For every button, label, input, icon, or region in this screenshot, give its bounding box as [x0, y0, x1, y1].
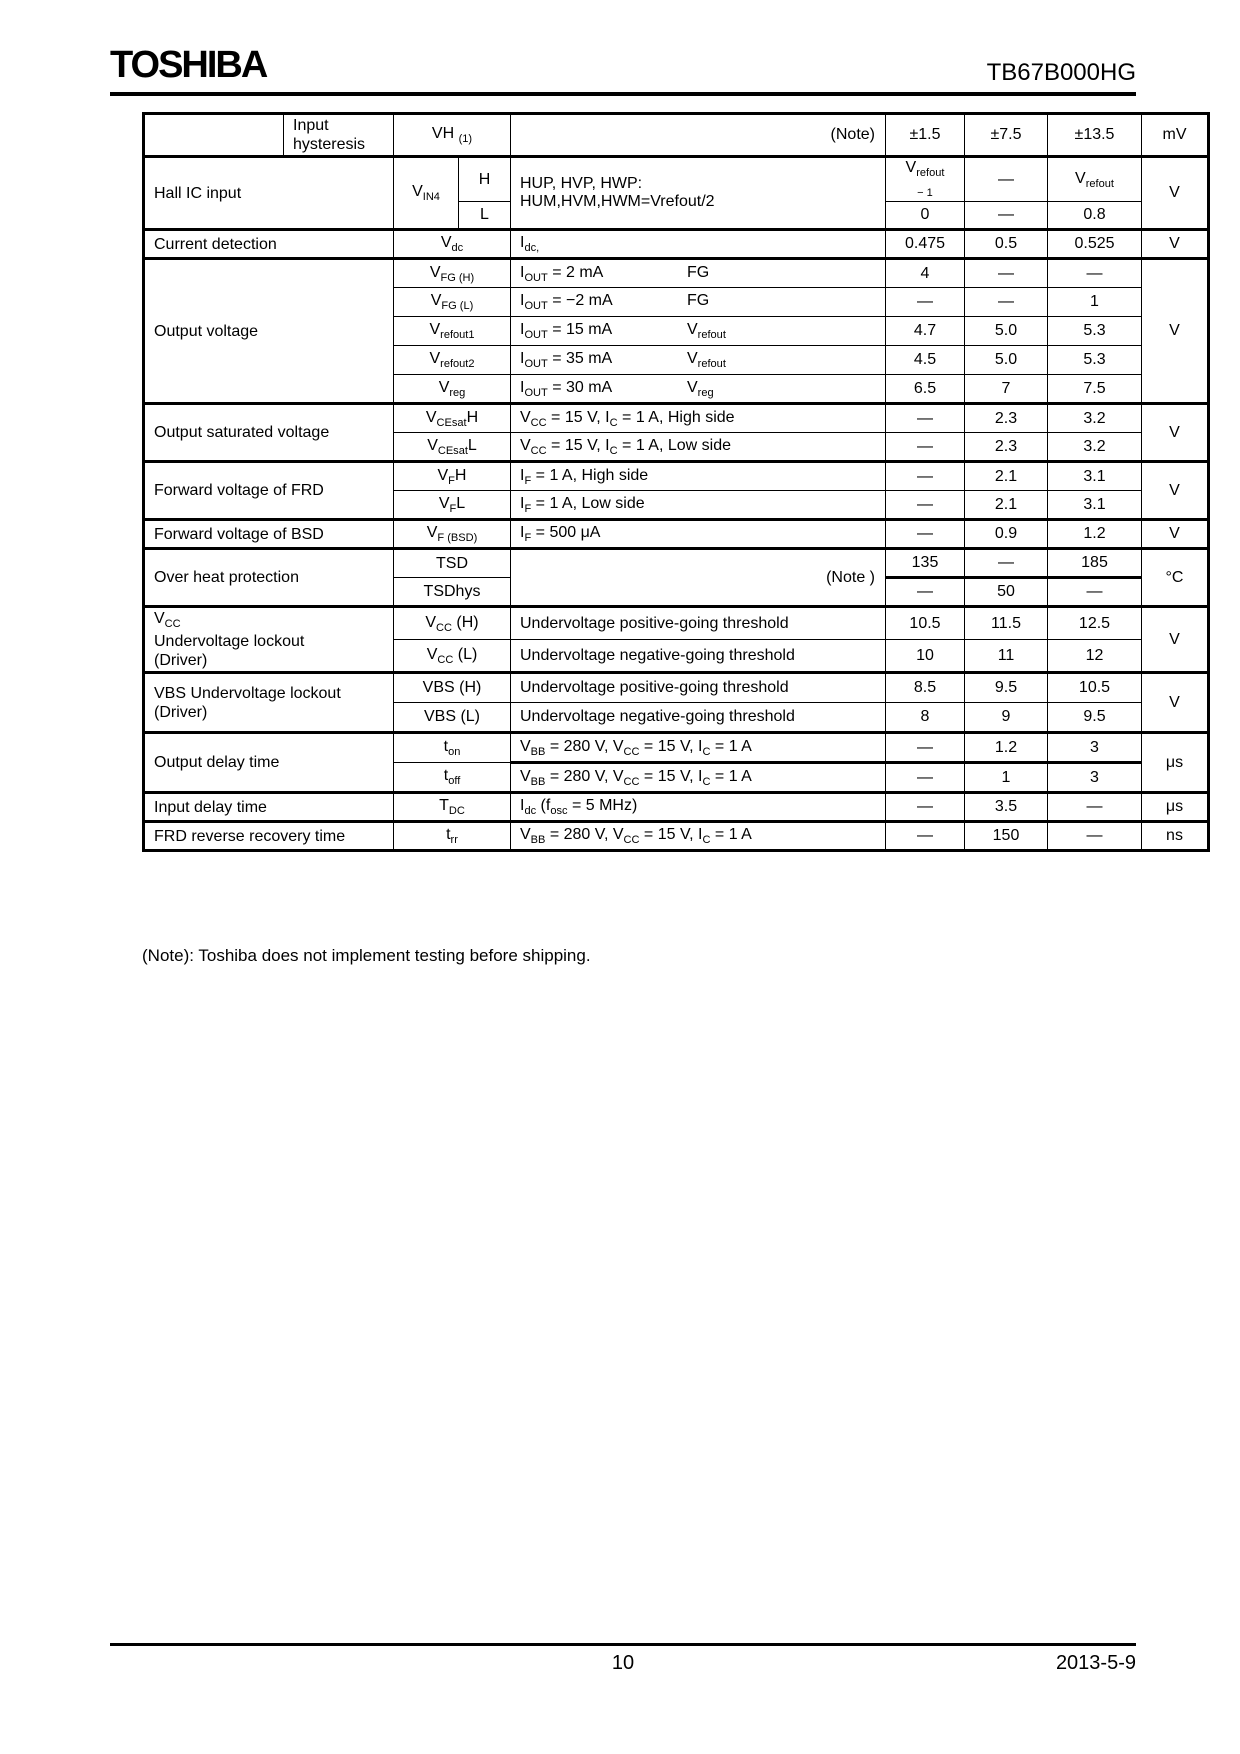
condition-text: $I_{OUT} = -2$ mA [520, 292, 613, 313]
symbol-cell: $V_{refout1}$ [394, 317, 511, 346]
item-cell: Input delay time [144, 793, 394, 822]
typ-cell: 3.5 [965, 793, 1048, 822]
unit-cell: μs [1142, 793, 1209, 822]
max-cell: 10.5 [1048, 673, 1142, 703]
min-cell: — [886, 520, 965, 549]
min-cell: 135 [886, 549, 965, 578]
typ-cell: 1.2 [965, 733, 1048, 763]
max-cell: 1 [1048, 288, 1142, 317]
condition-text-2: $V_{refout}$ [687, 321, 726, 342]
condition-text-2: $V_{reg}$ [687, 378, 714, 399]
max-cell: 3 [1048, 733, 1142, 763]
condition-text-2: HUM,HVM,HWM=Vrefout/2 [520, 193, 715, 211]
min-cell: 10 [886, 640, 965, 673]
typ-cell: 2.3 [965, 433, 1048, 462]
unit-cell: V [1142, 157, 1209, 230]
symbol-cell: $t_{off}$ [394, 763, 511, 793]
typ-cell: ±7.5 [965, 114, 1048, 157]
symbol-cell: TSD [394, 549, 511, 578]
max-cell: 0.8 [1048, 202, 1142, 230]
symbol-cell: $V_{IN4}$ [394, 157, 459, 230]
max-cell: 5.3 [1048, 317, 1142, 346]
typ-cell: 9.5 [965, 673, 1048, 703]
table-row [144, 822, 1209, 851]
characteristics-table [142, 112, 1210, 852]
typ-cell: 0.9 [965, 520, 1048, 549]
item-cell: Forward voltage of BSD [144, 520, 394, 549]
typ-cell: 50 [965, 578, 1048, 607]
unit-cell: V [1142, 404, 1209, 462]
min-cell: — [886, 462, 965, 491]
unit-cell: °C [1142, 549, 1209, 607]
max-cell: ±13.5 [1048, 114, 1142, 157]
item-cell: Over heat protection [144, 549, 394, 607]
min-cell: 4 [886, 259, 965, 288]
note-text: (Note): Toshiba does not implement testing before shipping. [142, 946, 591, 965]
note-label: (Note ) [826, 568, 875, 586]
symbol-cell: $T_{DC}$ [394, 793, 511, 822]
footer-date: 2013-5-9 [1055, 1652, 1136, 1674]
symbol-cell: $V_{CC}$ (L) [394, 640, 511, 673]
page-number: 10 [611, 1652, 635, 1674]
condition-text: $I_{OUT} = 35$ mA [520, 350, 613, 371]
condition-cell: $I_F = 1$ A, High side [511, 462, 886, 491]
condition-cell: $I_F = 500$ μA [511, 520, 886, 549]
max-cell: 3.2 [1048, 404, 1142, 433]
condition-cell [511, 346, 886, 375]
typ-cell: 9 [965, 703, 1048, 733]
symbol-cell: $V_{dc}$ [394, 230, 511, 259]
condition-cell: $V_{BB} = 280$ V, $V_{CC} = 15$ V, $I_C = 1$ A [511, 733, 886, 763]
typ-cell: 11.5 [965, 607, 1048, 640]
max-cell: 3.1 [1048, 462, 1142, 491]
part-number: TB67B000HG [986, 59, 1136, 86]
condition-cell: $V_{CC} = 15$ V, $I_C = 1$ A, Low side [511, 433, 886, 462]
page-footer [110, 1643, 1136, 1675]
min-cell: — [886, 763, 965, 793]
symbol-cell: $V_FH$ [394, 462, 511, 491]
symbol-sub-cell: L [459, 202, 511, 230]
condition-text: $I_{OUT} = 30$ mA [520, 378, 613, 399]
min-cell: — [886, 491, 965, 520]
condition-cell: $V_{BB} = 280$ V, $V_{CC} = 15$ V, $I_C = 1$ A [511, 763, 886, 793]
symbol-cell: $V_{refout2}$ [394, 346, 511, 375]
max-cell: 1.2 [1048, 520, 1142, 549]
min-cell: — [886, 404, 965, 433]
max-cell: 0.525 [1048, 230, 1142, 259]
typ-cell: 2.1 [965, 491, 1048, 520]
typ-cell: 150 [965, 822, 1048, 851]
unit-cell: mV [1142, 114, 1209, 157]
min-cell: 4.7 [886, 317, 965, 346]
min-cell: — [886, 288, 965, 317]
table-row [144, 114, 1209, 157]
max-cell: 9.5 [1048, 703, 1142, 733]
condition-cell: Undervoltage positive-going threshold [511, 673, 886, 703]
symbol-cell: $V_{FG (L)}$ [394, 288, 511, 317]
max-cell: 3.1 [1048, 491, 1142, 520]
min-cell: 0.475 [886, 230, 965, 259]
item-cell: Output saturated voltage [144, 404, 394, 462]
unit-cell: V [1142, 673, 1209, 733]
min-cell: 8.5 [886, 673, 965, 703]
table-row [144, 673, 1209, 703]
symbol-cell: $V_{CEsat}H$ [394, 404, 511, 433]
min-cell: $V_{refout}$ $_{- 1}$ [886, 157, 965, 202]
table-row [144, 607, 1209, 640]
max-cell: 3.2 [1048, 433, 1142, 462]
symbol-cell: $V_{reg}$ [394, 375, 511, 404]
condition-cell [511, 114, 886, 157]
unit-cell: V [1142, 259, 1209, 404]
item-cell: $V_{CC}$ Undervoltage lockout (Driver) [144, 607, 394, 673]
condition-cell [511, 375, 886, 404]
max-cell: — [1048, 259, 1142, 288]
symbol-cell: VH $_{(1)}$ [394, 114, 511, 157]
min-cell: ±1.5 [886, 114, 965, 157]
item-cell: FRD reverse recovery time [144, 822, 394, 851]
max-cell: $V_{refout}$ [1048, 157, 1142, 202]
typ-cell: 5.0 [965, 317, 1048, 346]
min-cell: — [886, 793, 965, 822]
min-cell: — [886, 578, 965, 607]
condition-text: $I_{OUT} = 15$ mA [520, 321, 613, 342]
max-cell: 12.5 [1048, 607, 1142, 640]
table-row [144, 157, 1209, 202]
item-cell: Output voltage [144, 259, 394, 404]
symbol-cell: TSDhys [394, 578, 511, 607]
note-label: (Note) [830, 126, 875, 144]
typ-cell: — [965, 202, 1048, 230]
symbol-cell: VBS (L) [394, 703, 511, 733]
table-row [144, 230, 1209, 259]
min-cell: 8 [886, 703, 965, 733]
condition-cell [511, 288, 886, 317]
table-row [144, 462, 1209, 491]
condition-cell: Undervoltage negative-going threshold [511, 640, 886, 673]
symbol-cell: $t_{rr}$ [394, 822, 511, 851]
typ-cell: 11 [965, 640, 1048, 673]
item-cell: Hall IC input [144, 157, 394, 230]
symbol-cell: $V_{FG (H)}$ [394, 259, 511, 288]
max-cell: — [1048, 793, 1142, 822]
min-cell: — [886, 433, 965, 462]
typ-cell: — [965, 288, 1048, 317]
typ-cell: 0.5 [965, 230, 1048, 259]
max-cell: — [1048, 822, 1142, 851]
min-cell: 6.5 [886, 375, 965, 404]
condition-text: HUP, HVP, HWP: [520, 175, 643, 193]
condition-cell: $I_{dc}$ ($f_{osc} = 5$ MHz) [511, 793, 886, 822]
table-row [144, 404, 1209, 433]
condition-cell: $V_{BB} = 280$ V, $V_{CC} = 15$ V, $I_C = 1$ A [511, 822, 886, 851]
symbol-cell: VBS (H) [394, 673, 511, 703]
table-row [144, 793, 1209, 822]
toshiba-logo: TOSHIBA [110, 44, 267, 86]
item-cell: Input hysteresis [284, 114, 394, 157]
table-row [144, 520, 1209, 549]
condition-cell: Undervoltage negative-going threshold [511, 703, 886, 733]
table-row [144, 259, 1209, 288]
max-cell: 3 [1048, 763, 1142, 793]
typ-cell: — [965, 259, 1048, 288]
symbol-cell: $t_{on}$ [394, 733, 511, 763]
typ-cell: 1 [965, 763, 1048, 793]
item-cell: Output delay time [144, 733, 394, 793]
unit-cell: μs [1142, 733, 1209, 793]
max-cell: — [1048, 578, 1142, 607]
page-header [110, 44, 1136, 96]
symbol-cell: $V_FL$ [394, 491, 511, 520]
typ-cell: 5.0 [965, 346, 1048, 375]
max-cell: 7.5 [1048, 375, 1142, 404]
condition-cell [511, 259, 886, 288]
condition-text: $I_{OUT} = 2$ mA [520, 263, 604, 284]
table-row [144, 549, 1209, 578]
typ-cell: — [965, 157, 1048, 202]
unit-cell: V [1142, 230, 1209, 259]
typ-cell: 7 [965, 375, 1048, 404]
min-cell: 10.5 [886, 607, 965, 640]
table-row [144, 733, 1209, 763]
max-cell: 12 [1048, 640, 1142, 673]
max-cell: 185 [1048, 549, 1142, 578]
min-cell: 4.5 [886, 346, 965, 375]
min-cell: — [886, 733, 965, 763]
symbol-cell: $V_{CC}$ (H) [394, 607, 511, 640]
unit-cell: V [1142, 607, 1209, 673]
condition-cell: $V_{CC} = 15$ V, $I_C = 1$ A, High side [511, 404, 886, 433]
item-cell: Current detection [144, 230, 394, 259]
min-cell: 0 [886, 202, 965, 230]
condition-text-2: $V_{refout}$ [687, 350, 726, 371]
symbol-cell: $V_{CEsat}L$ [394, 433, 511, 462]
max-cell: 5.3 [1048, 346, 1142, 375]
min-cell: — [886, 822, 965, 851]
condition-cell [511, 317, 886, 346]
item-cell-blank [144, 114, 284, 157]
condition-cell: $I_{dc,}$ [511, 230, 886, 259]
condition-cell: $I_F = 1$ A, Low side [511, 491, 886, 520]
condition-text-2: FG [687, 292, 710, 310]
symbol-sub-cell: H [459, 157, 511, 202]
condition-text-2: FG [687, 263, 710, 281]
typ-cell: — [965, 549, 1048, 578]
unit-cell: V [1142, 462, 1209, 520]
condition-cell: Undervoltage positive-going threshold [511, 607, 886, 640]
typ-cell: 2.1 [965, 462, 1048, 491]
typ-cell: 2.3 [965, 404, 1048, 433]
symbol-cell: $V_{F (BSD)}$ [394, 520, 511, 549]
item-cell: Forward voltage of FRD [144, 462, 394, 520]
condition-cell [511, 157, 886, 230]
unit-cell: V [1142, 520, 1209, 549]
item-cell: VBS Undervoltage lockout (Driver) [144, 673, 394, 733]
condition-cell [511, 549, 886, 607]
unit-cell: ns [1142, 822, 1209, 851]
